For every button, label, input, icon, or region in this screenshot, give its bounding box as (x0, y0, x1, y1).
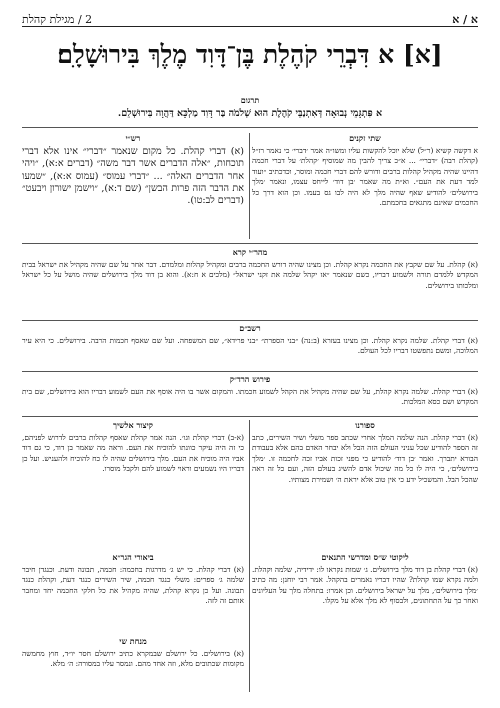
biur-hagra-section (22, 552, 244, 632)
column-divider (249, 420, 250, 692)
verse-text: דִּבְרֵי קֹהֶלֶת בֶּן־דָּוִד מֶלֶךְ בִּירוּשָׁלָ‍ִם׃ (57, 40, 370, 69)
section-text: (א) דברי קהלת. כל מקום שנאמר ״דברי״ אינו אלא דברי תוכחות, ״אלה הדברים אשר דבר משה״ (דברים א:א), ״ויהי אחר הדברים האלה״ ... ״דברי עמוס״ (עמוס א:א), ״שמעו את הדבר הזה פרות הבשן״ (שם ד:א), ״וישמן ישורון ויבעט״ (דברים לב:טו). (22, 146, 244, 207)
rashbam-section (22, 323, 478, 368)
section-text: (א) בירושלים. כל ירושלם שבמקרא כתיב ירושלם חסר יו״ד, חוץ מחמשה מקומות שכתובים מלא, וזה אחד מהם. ונמסר עליו במסורה: ה׳ מלא. (22, 649, 244, 669)
shitei-zekeinim-section (252, 133, 478, 239)
divider (22, 243, 478, 244)
section-title: ספורנו (355, 420, 375, 430)
divider (22, 416, 478, 417)
section-text: (א) דברי קהלת. הנה שלמה המלך אחרי שכתב ספר משלי ושיר השירים, כתב זה הספר להודיע שכל עניני העולם הזה הבל ולא יבחר האדם בהם אלא בעבודת הבורא יתברך. ואמר ׳בן דוד׳ להודיע כי מפני זכות אביו זכה לחכמה זו. ׳מלך בירושלים׳, כי היה לו כל מה שיכול אדם להשיג בעולם הזה, ועם כל זה ראה שהכל הבל. והמשכיל ידע כי אין טוב אלא יראת ה׳ ושמירת מצותיו. (252, 433, 478, 484)
section-title: רשב״ם (239, 323, 261, 333)
section-title: מנחת שי (119, 636, 147, 646)
page-header (22, 8, 478, 27)
maharei-kara-section (22, 247, 478, 317)
section-title: מהר״י קרא (232, 247, 268, 257)
section-text: (א) דברי קהלת בן דוד מלך בירושלים. ג׳ שמות נקראו לו: ידידיה, שלמה וקהלת. ולמה נקרא שמו קהלת? שהיו דבריו נאמרים בהקהל. אמר רבי יוחנן: מה כתיב ׳מלך בירושלים׳, מלך על ישראל בירושלים. וכן אמרו: בתחלה מלך על העליונים ואחר כך על התחתונים, ולבסוף לא מלך אלא על מקלו. (252, 565, 478, 606)
section-text: (א) דברי קהלת. שלמה נקרא קהלת. וכן מצינו בעזרא (ב:נה) ״בני הספרת״ ״בני פרידא״, שם המשפחה. ועל שם שאסף חכמות הרבה. בירושלים. כי היא עיר המלוכה, ומשם נתפשטו דבריו לכל העולם. (22, 336, 478, 356)
divider (22, 371, 478, 372)
chapter-verse-marks: א / א (452, 13, 478, 26)
section-title: קיצור אלשיך (113, 420, 153, 430)
targum-text: א פִּתְגָּמֵי נְבוּאָה דְּאִתְנַבֵּי קֹהֶלֶת הוּא שְׁלֹמֹה בַּר דָּוִד מַלְכָּא דַּהֲוָה בִּירוּשְׁלֵם. (117, 108, 383, 119)
section-text: (א) קהלת. על שם שקבץ את החכמה נקרא קהלת. וכן מצינו שהיה דורש החכמה ברבים ומקהיל קהלות ומלמדם. דבר אחר על שם שהיה מקהיל את ישראל בבית המקדש ללמדם תורה ולשמוע דבריו, כשם שנאמר ״אז יקהל שלמה את זקני ישראל״ (מלכים א ח:א). והוא בן דוד מלך בירושלים שהיה מושל על כל ישראל ומלכותו בירושלים. (22, 260, 478, 290)
rashi-section (22, 133, 244, 239)
divider (22, 320, 478, 321)
verse-title (22, 40, 478, 70)
targum-label: תרגום (240, 95, 260, 105)
section-text: (א-ב) דברי קהלת וגו׳. הנה אמר קהלת שאסף קהלות ברבים לדרוש לפניהם, כי זה היה עיקר כוונתו להוכיח את העם. וראה מה שאמר בן דוד, כי גם דוד אביו היה מוכיח את העם. מלך בירושלים שהיה לו כח להוכיח ולהעניש. ועל כן דבריו היו נשמעים וראוי לשמוע להם ולקבל מוסרו. (22, 433, 244, 474)
section-text: (א) דברי קהלת. שלמה נקרא קהלת, על שם שהיה מקהיל את הקהל לשמוע חכמתו. והמקום אשר בו היה אוסף את העם לשמוע דבריו הוא בירושלים, שם בית המקדש ושם כסא המלכות. (22, 387, 478, 407)
page-label: 2 / מגילת קהלת (22, 13, 93, 26)
divider-top (22, 127, 478, 128)
section-text: א דקשה קשיא (ר״ל) שלא יוכל להקשות עליו ומשו״ה אמר ׳דברי׳ כי נאמר רז״ל (קהלת רבה) ״דברי״ ... א״כ צריך להבין מה שמוסיף ׳קהלת׳ על דברי חכמה דהיינו שהיה מקהיל קהלות ברבים ודורש להם דברי חכמה ומוסר, וכדכתיב ״ועוד למד דעת את העם״. וא״ת מה שאמר ׳בן דוד׳ לייחס עצמו, ונאמר ׳מלך בירושלים׳ להודיע שאף שהיה מלך לא היה לבו גס בעמו. וכן הוא דרך כל החכמים שאינם מתגאים בחכמתם. (252, 146, 478, 208)
section-text: (א) דברי קהלת. כי יש ג׳ מדרגות בחכמה: חכמה, תבונה ודעת. וכנגדן חיבר שלמה ג׳ ספרים: משלי כנגד חכמה, שיר השירים כנגד דעת, וקהלת כנגד תבונה. ועל כן נקרא קהלת, שהיה מקהיל את כל חלקי החכמה יחד ומחבר אותם זה לזה. (22, 565, 244, 606)
radak-section (22, 374, 478, 414)
section-title: שתי זקנים (349, 133, 381, 143)
likutei-section (252, 552, 478, 694)
kitzur-alshich-section (22, 420, 244, 548)
verse-sub-marker: א (378, 40, 395, 69)
sforno-section (252, 420, 478, 545)
section-title: פירוש הרד״ק (229, 374, 271, 384)
section-title: ביאורי הגר״א (112, 552, 154, 562)
section-title: ליקוטי ש״ס ומדרשי התנאים (321, 552, 409, 562)
verse-marker: [א] (402, 40, 443, 69)
minchat-shai-section (22, 636, 244, 694)
section-title: רש״י (125, 133, 141, 143)
column-divider (249, 133, 250, 239)
